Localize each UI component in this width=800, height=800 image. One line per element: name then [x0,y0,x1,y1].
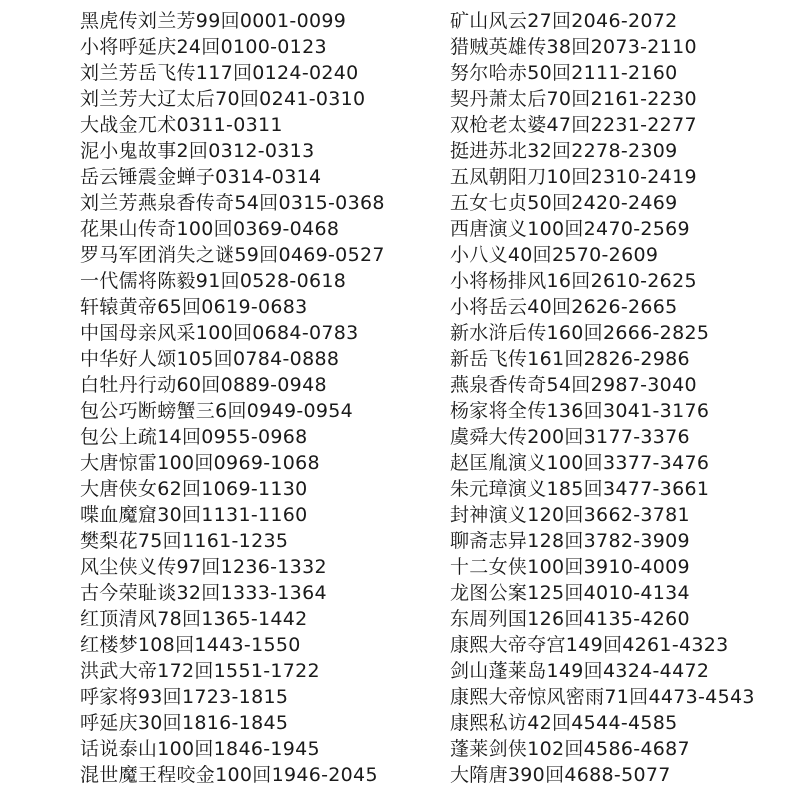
list-item: 岳云锤震金蝉子0314-0314 [80,166,322,188]
left-title-list [80,8,440,788]
list-item: 西唐演义100回2470-2569 [450,218,690,240]
list-item: 大战金兀术0311-0311 [80,114,283,136]
list-item: 呼延庆30回1816-1845 [80,712,289,734]
list-item: 新水浒后传160回2666-2825 [450,322,710,344]
list-item: 东周列国126回4135-4260 [450,608,690,630]
list-item: 小将杨排风16回2610-2625 [450,270,697,292]
list-item: 挺进苏北32回2278-2309 [450,140,678,162]
list-item: 包公巧断螃蟹三6回0949-0954 [80,400,354,422]
list-item: 猎贼英雄传38回2073-2110 [450,36,697,58]
list-item: 努尔哈赤50回2111-2160 [450,62,678,84]
list-item: 虞舜大传200回3177-3376 [450,426,690,448]
list-item: 康熙大帝惊风密雨71回4473-4543 [450,686,755,708]
list-item: 聊斋志异128回3782-3909 [450,530,690,552]
list-item: 红顶清风78回1365-1442 [80,608,308,630]
list-item: 剑山蓬莱岛149回4324-4472 [450,660,710,682]
list-item: 小将岳云40回2626-2665 [450,296,678,318]
list-item: 赵匡胤演义100回3377-3476 [450,452,710,474]
list-item: 燕泉香传奇54回2987-3040 [450,374,697,396]
list-item: 五女七贞50回2420-2469 [450,192,678,214]
list-item: 蓬莱剑侠102回4586-4687 [450,738,690,760]
list-item: 话说泰山100回1846-1945 [80,738,320,760]
list-item: 刘兰芳大辽太后70回0241-0310 [80,88,366,110]
list-item: 大唐侠女62回1069-1130 [80,478,308,500]
list-item: 红楼梦108回1443-1550 [80,634,301,656]
list-item: 杨家将全传136回3041-3176 [450,400,710,422]
list-item: 康熙大帝夺宫149回4261-4323 [450,634,729,656]
list-item: 包公上疏14回0955-0968 [80,426,308,448]
list-item: 大唐惊雷100回0969-1068 [80,452,320,474]
list-item: 大隋唐390回4688-5077 [450,764,671,786]
list-item: 花果山传奇100回0369-0468 [80,218,340,240]
list-item: 一代儒将陈毅91回0528-0618 [80,270,347,292]
list-item: 刘兰芳岳飞传117回0124-0240 [80,62,359,84]
right-title-list [450,8,795,788]
list-item: 小八义40回2570-2609 [450,244,659,266]
list-item: 风尘侠义传97回1236-1332 [80,556,327,578]
list-item: 喋血魔窟30回1131-1160 [80,504,308,526]
list-item: 混世魔王程咬金100回1946-2045 [80,764,378,786]
list-item: 白牡丹行动60回0889-0948 [80,374,327,396]
list-item: 十二女侠100回3910-4009 [450,556,690,578]
list-item: 古今荣耻谈32回1333-1364 [80,582,327,604]
list-item: 泥小鬼故事2回0312-0313 [80,140,315,162]
list-item: 小将呼延庆24回0100-0123 [80,36,327,58]
list-item: 罗马军团消失之谜59回0469-0527 [80,244,385,266]
list-item: 樊梨花75回1161-1235 [80,530,289,552]
list-item: 黑虎传刘兰芳99回0001-0099 [80,10,347,32]
list-item: 康熙私访42回4544-4585 [450,712,678,734]
list-item: 契丹萧太后70回2161-2230 [450,88,697,110]
list-item: 轩辕黄帝65回0619-0683 [80,296,308,318]
list-item: 矿山风云27回2046-2072 [450,10,678,32]
list-item: 刘兰芳燕泉香传奇54回0315-0368 [80,192,385,214]
list-item: 封神演义120回3662-3781 [450,504,690,526]
list-item: 呼家将93回1723-1815 [80,686,289,708]
list-item: 五凤朝阳刀10回2310-2419 [450,166,697,188]
list-item: 中华好人颂105回0784-0888 [80,348,340,370]
list-item: 新岳飞传161回2826-2986 [450,348,690,370]
list-item: 双枪老太婆47回2231-2277 [450,114,697,136]
list-item: 中国母亲风采100回0684-0783 [80,322,359,344]
list-item: 朱元璋演义185回3477-3661 [450,478,710,500]
list-item: 洪武大帝172回1551-1722 [80,660,320,682]
list-item: 龙图公案125回4010-4134 [450,582,690,604]
